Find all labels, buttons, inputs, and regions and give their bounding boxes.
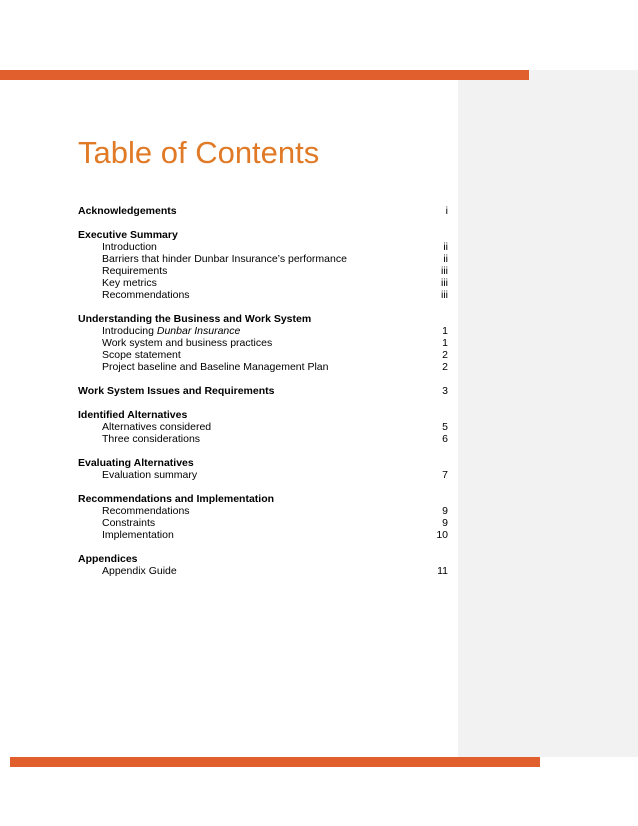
toc-section[interactable] (78, 457, 448, 469)
toc-entry[interactable] (78, 325, 448, 337)
toc-section-label: Understanding the Business and Work System (78, 313, 312, 325)
toc-section[interactable] (78, 313, 448, 325)
toc-entry-label: Recommendations (102, 289, 190, 301)
toc-section[interactable] (78, 205, 448, 217)
toc-entry-label: Constraints (102, 517, 156, 529)
toc-entry-label: Recommendations (102, 505, 190, 517)
toc-entry[interactable] (78, 505, 448, 517)
toc-page-number: 1 (442, 337, 448, 349)
toc-entry[interactable] (78, 349, 448, 361)
toc-entry-label: Work system and business practices (102, 337, 273, 349)
toc-entry[interactable] (78, 433, 448, 445)
toc-entry[interactable] (78, 253, 448, 265)
toc-page-number: ii (443, 253, 448, 265)
toc-entry[interactable] (78, 421, 448, 433)
toc-section-label: Recommendations and Implementation (78, 493, 275, 505)
toc-section-label: Work System Issues and Requirements (78, 385, 275, 397)
toc-section-label: Identified Alternatives (78, 409, 188, 421)
toc-entry[interactable] (78, 289, 448, 301)
toc-entry-label: Scope statement (102, 349, 181, 361)
toc-entry-label: Alternatives considered (102, 421, 212, 433)
toc-section[interactable] (78, 493, 448, 505)
toc-page-number: 11 (437, 565, 448, 577)
toc-page-number: iii (441, 265, 448, 277)
toc-entry[interactable] (78, 529, 448, 541)
toc-page-number: 7 (442, 469, 448, 481)
toc-page-number: 3 (442, 385, 448, 397)
toc-page-number: 5 (442, 421, 448, 433)
comment-pane (458, 70, 638, 757)
toc-section[interactable] (78, 553, 448, 565)
page-title: Table of Contents (78, 135, 320, 170)
toc-page-number: iii (441, 289, 448, 301)
toc-entry-label: Project baseline and Baseline Management Plan (102, 361, 329, 373)
toc-entry[interactable] (78, 469, 448, 481)
toc-section[interactable] (78, 229, 448, 241)
toc-page-number: i (445, 205, 448, 217)
toc-page-number: 9 (442, 505, 448, 517)
toc-entry-label: Key metrics (102, 277, 157, 289)
toc-section[interactable] (78, 385, 448, 397)
toc-page-number: 9 (442, 517, 448, 529)
toc-entry[interactable] (78, 517, 448, 529)
toc-entry-label: Requirements (102, 265, 168, 277)
toc-entry[interactable] (78, 277, 448, 289)
bottom-accent-bar (10, 757, 540, 767)
toc-page-number: 1 (442, 325, 448, 337)
toc-entry[interactable] (78, 361, 448, 373)
toc-entry-label: Implementation (102, 529, 174, 541)
toc-section-label: Acknowledgements (78, 205, 177, 217)
table-of-contents (78, 205, 448, 577)
toc-section-label: Evaluating Alternatives (78, 457, 194, 469)
toc-entry-label: Barriers that hinder Dunbar Insurance’s performance (102, 253, 347, 265)
toc-entry-label: Three considerations (102, 433, 201, 445)
toc-entry[interactable] (78, 241, 448, 253)
toc-page-number: 2 (442, 361, 448, 373)
toc-entry-label: Introduction (102, 241, 157, 253)
toc-page-number: 10 (436, 529, 448, 541)
top-accent-bar (0, 70, 529, 80)
toc-page-number: 2 (442, 349, 448, 361)
toc-entry[interactable] (78, 265, 448, 277)
toc-entry[interactable] (78, 337, 448, 349)
toc-section-label: Appendices (78, 553, 138, 565)
toc-entry-label: Appendix Guide (102, 565, 177, 577)
toc-entry-label-prefix: Introducing (102, 325, 157, 337)
toc-entry[interactable] (78, 565, 448, 577)
toc-entry-label-italic: Dunbar Insurance (156, 325, 241, 337)
toc-section-label: Executive Summary (78, 229, 178, 241)
toc-page-number: ii (443, 241, 448, 253)
toc-page-number: iii (441, 277, 448, 289)
toc-section[interactable] (78, 409, 448, 421)
toc-page-number: 6 (442, 433, 448, 445)
toc-entry-label: Evaluation summary (102, 469, 198, 481)
